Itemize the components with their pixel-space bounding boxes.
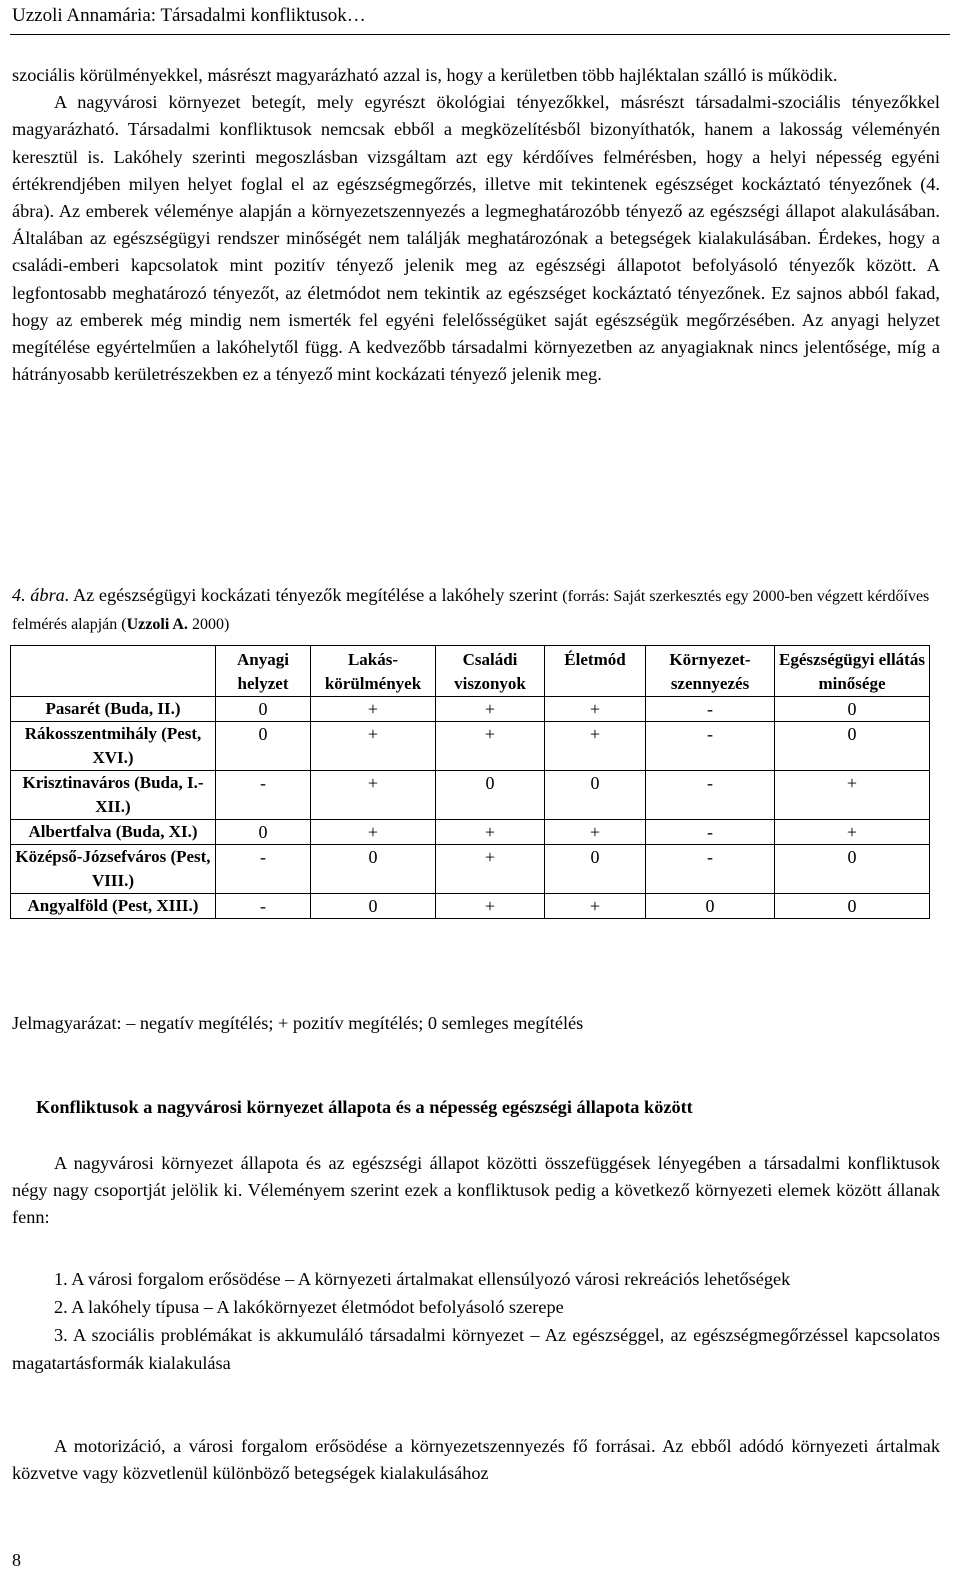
intro-text bbox=[12, 62, 940, 388]
table-cell: 0 bbox=[216, 820, 311, 845]
table-header-cell: Anyagi helyzet bbox=[216, 646, 311, 697]
table-cell: 0 bbox=[216, 722, 311, 771]
table-cell: - bbox=[646, 820, 775, 845]
table-row bbox=[11, 820, 930, 845]
table-cell: - bbox=[646, 771, 775, 820]
section-text-2 bbox=[12, 1433, 940, 1487]
figure-title: Az egészségügyi kockázati tényezők megítélése a lakóhely szerint bbox=[72, 585, 558, 605]
table-cell: - bbox=[646, 697, 775, 722]
table-cell: + bbox=[436, 722, 545, 771]
table-cell: 0 bbox=[436, 771, 545, 820]
table-cell: - bbox=[216, 845, 311, 894]
table-cell: 0 bbox=[311, 845, 436, 894]
table-cell: + bbox=[311, 722, 436, 771]
table-cell: + bbox=[436, 894, 545, 919]
section-heading: Konfliktusok a nagyvárosi környezet állapota és a népesség egészségi állapota között bbox=[36, 1097, 693, 1117]
table-cell: + bbox=[545, 722, 646, 771]
row-place: Krisztinaváros (Buda, I.-XII.) bbox=[11, 771, 216, 820]
section-intro bbox=[12, 1150, 940, 1232]
list-item: 1. A városi forgalom erősödése – A környezeti ártalmakat ellensúlyozó városi rekreációs lehetőségek bbox=[54, 1269, 791, 1289]
section-paragraph-2: A motorizáció, a városi forgalom erősödése a környezetszennyezés fő forrásai. Az ebből adódó környezeti ártalmak közvetve vagy közvetlenül különböző betegségek kialakulásához bbox=[12, 1436, 940, 1484]
table-header-row bbox=[11, 646, 930, 697]
table-cell: + bbox=[545, 697, 646, 722]
row-place: Angyalföld (Pest, XIII.) bbox=[11, 894, 216, 919]
table-header-cell: Egészségügyi ellátás minősége bbox=[775, 646, 930, 697]
table-cell: 0 bbox=[545, 845, 646, 894]
table-cell: 0 bbox=[775, 722, 930, 771]
running-header: Uzzoli Annamária: Társadalmi konfliktusok… bbox=[12, 5, 366, 26]
page-number: 8 bbox=[12, 1550, 21, 1570]
intro-paragraph-1: szociális körülményekkel, másrészt magyarázható azzal is, hogy a kerületben több hajléktalan szálló is működik. bbox=[12, 65, 838, 85]
row-place: Albertfalva (Buda, XI.) bbox=[11, 820, 216, 845]
table-cell: + bbox=[311, 820, 436, 845]
table-cell: - bbox=[216, 894, 311, 919]
table-row bbox=[11, 894, 930, 919]
table-cell: 0 bbox=[216, 697, 311, 722]
conflict-list bbox=[12, 1265, 940, 1377]
figure-source: (forrás: Saját szerkesztés egy 2000-ben végzett kérdőíves felmérés alapján (Uzzoli A. 2000) bbox=[12, 588, 930, 633]
table-cell: - bbox=[216, 771, 311, 820]
risk-factor-table bbox=[10, 645, 930, 919]
table-cell: + bbox=[775, 820, 930, 845]
table-cell: - bbox=[646, 845, 775, 894]
table-header-cell: Életmód bbox=[545, 646, 646, 697]
list-item: 3. A szociális problémákat is akkumuláló társadalmi környezet – Az egészséggel, az egészségmegőrzéssel kapcsolatos magatartásformák kialakulása bbox=[12, 1325, 940, 1373]
table-cell: + bbox=[545, 820, 646, 845]
table-header-cell: Környezet-szennyezés bbox=[646, 646, 775, 697]
table-cell: 0 bbox=[311, 894, 436, 919]
table-header-cell bbox=[11, 646, 216, 697]
table-cell: + bbox=[436, 845, 545, 894]
row-place: Rákosszentmihály (Pest, XVI.) bbox=[11, 722, 216, 771]
figure-source-author: Uzzoli A. bbox=[126, 616, 188, 633]
table-cell: + bbox=[545, 894, 646, 919]
table-cell: - bbox=[646, 722, 775, 771]
table-row bbox=[11, 722, 930, 771]
table-row bbox=[11, 771, 930, 820]
row-place: Pasarét (Buda, II.) bbox=[11, 697, 216, 722]
table-legend: Jelmagyarázat: – negatív megítélés; + pozitív megítélés; 0 semleges megítélés bbox=[12, 1013, 584, 1033]
table-cell: + bbox=[436, 820, 545, 845]
header-divider bbox=[10, 34, 950, 35]
row-place: Középső-Józsefváros (Pest, VIII.) bbox=[11, 845, 216, 894]
section-paragraph-1: A nagyvárosi környezet állapota és az egészségi állapot közötti összefüggések lényegében a társadalmi konfliktusok négy nagy csoportját jelölik ki. Véleményem szerint ezek a konfliktusok pedig a következő környezeti elemek között állanak fenn: bbox=[12, 1153, 940, 1228]
table-cell: 0 bbox=[775, 845, 930, 894]
table-cell: + bbox=[436, 697, 545, 722]
table-cell: 0 bbox=[545, 771, 646, 820]
table-cell: + bbox=[311, 771, 436, 820]
table-cell: 0 bbox=[775, 894, 930, 919]
table-cell: 0 bbox=[775, 697, 930, 722]
table-row bbox=[11, 697, 930, 722]
table-row bbox=[11, 845, 930, 894]
table-cell: + bbox=[311, 697, 436, 722]
figure-caption bbox=[12, 582, 940, 638]
intro-paragraph-2: A nagyvárosi környezet betegít, mely egyrészt ökológiai tényezőkkel, másrészt társadalmi-szociális tényezőkkel magyarázható. Társadalmi konfliktusok nemcsak ebből a megközelítésből bizonyíthatók, hanem a lakosság véleményén keresztül is. Lakóhely szerinti megoszlásban vizsgáltam azt egy kérdőíves felmérésben, hogy a helyi népesség egyéni értékrendjében milyen helyet foglal el az egészségmegőrzés, illetve mit tekintenek egészséget kockáztató tényezőnek (4. ábra). Az emberek véleménye alapján a környezetszennyezés a legmeghatározóbb tényező az egészségi állapot alakulásában. Általában az egészségügyi rendszer minőségét nem találják meghatározónak a betegségek kialakulásában. Érdekes, hogy a családi-emberi kapcsolatok mint pozitív tényező jelenik meg az egészségi állapotot befolyásoló tényezők között. A legfontosabb meghatározó tényezőt, az életmódot nem tekintik az egészséget kockáztató tényezőnek. Ez sajnos abból fakad, hogy az emberek még mindig nem ismerték fel egyéni felelősségüket saját egészségük megőrzésében. Az anyagi helyzet megítélése egyértelműen a lakóhelytől függ. A kedvezőbb társadalmi környezetben az anyagiaknak nincs jelentősége, míg a hátrányosabb kerületrészekben ez a tényező mint kockázati tényező jelenik meg. bbox=[12, 92, 940, 385]
table-header-cell: Lakás-körülmények bbox=[311, 646, 436, 697]
figure-number: 4. ábra. bbox=[12, 585, 70, 605]
table-cell: + bbox=[775, 771, 930, 820]
list-item: 2. A lakóhely típusa – A lakókörnyezet életmódot befolyásoló szerepe bbox=[54, 1297, 564, 1317]
table-cell: 0 bbox=[646, 894, 775, 919]
table-header-cell: Családi viszonyok bbox=[436, 646, 545, 697]
